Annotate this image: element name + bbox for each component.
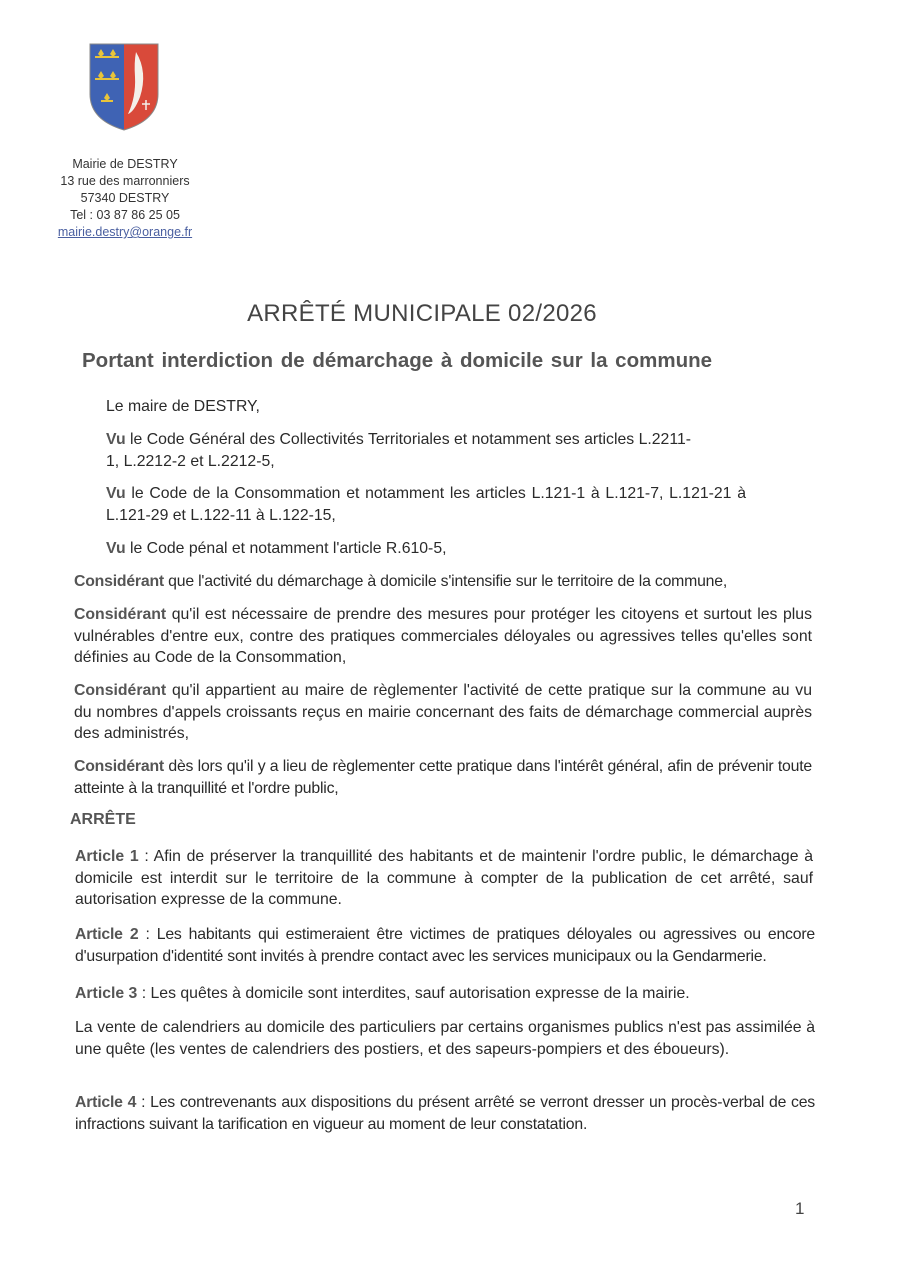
vu-text: le Code pénal et notamment l'article R.610-5,	[125, 540, 447, 557]
considerant-label: Considérant	[74, 573, 164, 590]
vu-paragraph	[106, 429, 691, 472]
article-label: Article 1	[75, 848, 139, 865]
article-text: : Les habitants qui estimeraient être victimes de pratiques déloyales ou agressives ou encore d'usurpation d'identité sont invités à prendre contact avec les services municipaux ou la Gendarmerie.	[75, 926, 815, 965]
considerant-paragraph	[74, 604, 812, 669]
considerant-text: dès lors qu'il y a lieu de règlementer cette pratique dans l'intérêt général, afin de prévenir toute atteinte à la tranquillité et l'ordre public,	[74, 758, 812, 797]
considerant-label: Considérant	[74, 606, 167, 623]
considerant-text: que l'activité du démarchage à domicile s'intensifie sur le territoire de la commune,	[163, 573, 728, 590]
vu-paragraph	[106, 538, 447, 560]
vu-text: le Code de la Consommation et notamment les articles L.121-1 à L.121-7, L.121-21 à L.121-29 et L.122-11 à L.122-15,	[106, 485, 746, 524]
article-paragraph	[75, 983, 690, 1005]
coat-of-arms-logo	[88, 42, 160, 132]
considerant-text: qu'il est nécessaire de prendre des mesures pour protéger les citoyens et surtout les plus vulnérables d'entre eux, contre des pratiques commerciales déloyales ou agressives telles qu'elles sont définies au Code de la Consommation,	[74, 606, 812, 666]
article-text: : Les quêtes à domicile sont interdites, sauf autorisation expresse de la mairie.	[137, 985, 690, 1002]
mairie-street: 13 rue des marronniers	[60, 174, 190, 188]
vu-text: le Code Général des Collectivités Territoriales et notamment ses articles L.2211-1, L.2212-2 et L.2212-5,	[106, 431, 691, 470]
considerant-paragraph	[74, 571, 819, 593]
considerant-text: qu'il appartient au maire de règlementer l'activité de cette pratique sur la commune au vu du nombres d'appels croissants reçus en mairie concernant des faits de démarchage commercial auprès des administrés,	[74, 682, 812, 742]
article-text: : Les contrevenants aux dispositions du présent arrêté se verront dresser un procès-verbal de ces infractions suivant la tarification en vigueur au moment de leur constatation.	[75, 1094, 816, 1133]
intro-line: Le maire de DESTRY,	[106, 398, 260, 415]
article3-note: La vente de calendriers au domicile des particuliers par certains organismes publics n'est pas assimilée à une quête (les ventes de calendriers des postiers, et des sapeurs-pompiers et des éboueurs).	[75, 1019, 815, 1058]
mairie-email-link[interactable]: mairie.destry@orange.fr	[57, 225, 193, 239]
considerant-label: Considérant	[74, 758, 164, 775]
article-paragraph	[75, 846, 813, 911]
letterhead	[40, 156, 210, 241]
article-label: Article 2	[75, 926, 139, 943]
document-title: ARRÊTÉ MUNICIPALE 02/2026	[247, 300, 597, 327]
vu-label: Vu	[106, 431, 126, 448]
article-label: Article 4	[75, 1094, 137, 1111]
article-label: Article 3	[75, 985, 138, 1002]
page-number: 1	[795, 1199, 805, 1218]
vu-label: Vu	[106, 485, 126, 502]
mairie-city: 57340 DESTRY	[80, 191, 170, 205]
considerant-label: Considérant	[74, 682, 167, 699]
vu-paragraph	[106, 483, 746, 526]
article-text: : Afin de préserver la tranquillité des habitants et de maintenir l'ordre public, le démarchage à domicile est interdit sur le territoire de la commune à compter de la publication de cet arrêté, sauf autorisation expresse de la commune.	[75, 848, 813, 908]
article-paragraph	[75, 1092, 815, 1135]
vu-label: Vu	[106, 540, 126, 557]
article-paragraph	[75, 924, 815, 967]
arrete-heading: ARRÊTE	[70, 811, 136, 828]
mairie-name: Mairie de DESTRY	[72, 157, 178, 171]
document-subtitle: Portant interdiction de démarchage à domicile sur la commune	[82, 349, 713, 372]
mairie-phone: Tel : 03 87 86 25 05	[70, 208, 180, 222]
considerant-paragraph	[74, 680, 812, 745]
considerant-paragraph	[74, 756, 812, 799]
